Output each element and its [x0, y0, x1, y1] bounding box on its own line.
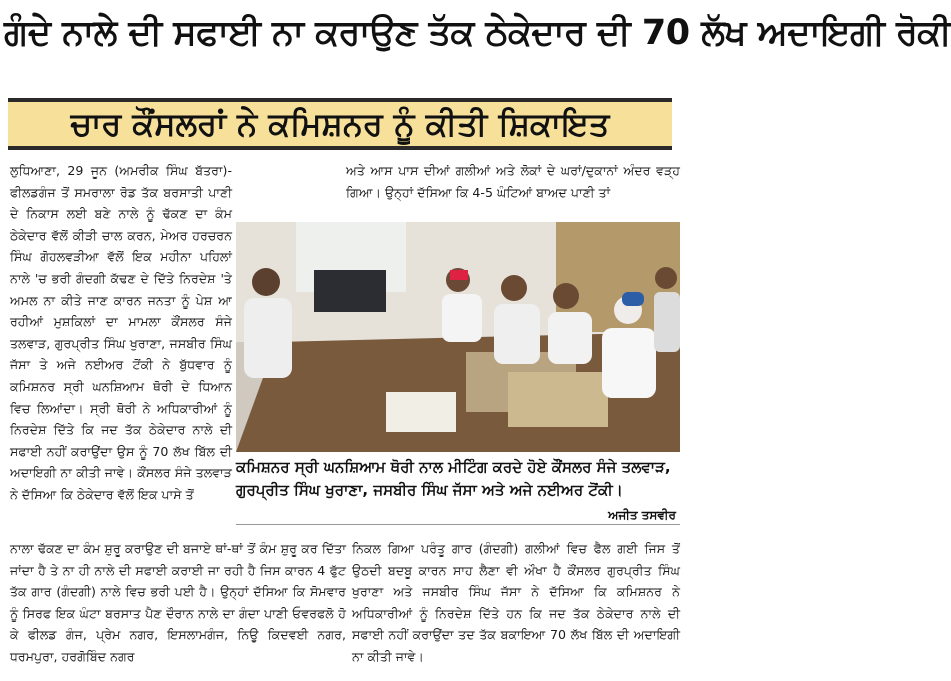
subheadline-banner [8, 98, 672, 150]
article-column-right-bottom [352, 538, 680, 668]
article-paragraph: ਲੁਧਿਆਣਾ, 29 ਜੂਨ (ਅਮਰੀਕ ਸਿੰਘ ਬੱਤਰਾ)-ਫੀਲਡਗੰਜ ਤੋਂ ਸਮਰਾਲਾ ਰੋਡ ਤੱਕ ਬਰਸਾਤੀ ਪਾਣੀ ਦੇ ਨਿਕਾਸ ਲਈ ਬਣੇ ਨਾਲੇ ਨੂੰ ਢੱਕਣ ਦਾ ਕੰਮ ਠੇਕੇਦਾਰ ਵੱਲੋਂ ਕੀੜੀ ਚਾਲ ਕਰਨ, ਮੇਅਰ ਹਰਚਰਨ ਸਿੰਘ ਗੋਹਲਵੜੀਆ ਵੱਲੋਂ ਇਕ ਮਹੀਨਾ ਪਹਿਲਾਂ ਨਾਲੇ 'ਚ ਭਰੀ ਗੰਦਗੀ ਕੱਢਣ ਦੇ ਦਿੱਤੇ ਨਿਰਦੇਸ਼ 'ਤੇ ਅਮਲ ਨਾ ਕੀਤੇ ਜਾਣ ਕਾਰਨ ਜਨਤਾ ਨੂੰ ਪੇਸ਼ ਆ ਰਹੀਆਂ ਮੁਸ਼ਕਿਲਾਂ ਦਾ ਮਾਮਲਾ ਕੌਂਸਲਰ ਸੰਜੇ ਤਲਵਾੜ, ਗੁਰਪ੍ਰੀਤ ਸਿੰਘ ਖੁਰਾਣਾ, ਜਸਬੀਰ ਸਿੰਘ ਜੱਸਾ ਤੇ ਅਜੇ ਨਈਅਰ ਟੋਂਕੀ ਨੇ ਬੁੱਧਵਾਰ ਨੂੰ ਕਮਿਸ਼ਨਰ ਸ੍ਰੀ ਘਨਸ਼ਿਆਮ ਥੋਰੀ ਦੇ ਧਿਆਨ ਵਿਚ ਲਿਆਂਦਾ। ਸ੍ਰੀ ਥੋਰੀ ਨੇ ਅਧਿਕਾਰੀਆਂ ਨੂੰ ਨਿਰਦੇਸ਼ ਦਿੱਤੇ ਕਿ ਜਦ ਤੱਕ ਠੇਕੇਦਾਰ ਨਾਲੇ ਦੀ ਸਫਾਈ ਨਹੀਂ ਕਰਾਉਂਦਾ ਉਸ ਨੂੰ 70 ਲੱਖ ਬਿੱਲ ਦੀ ਅਦਾਇਗੀ ਨਾ ਕੀਤੀ ਜਾਵੇ। ਕੌਂਸਲਰ ਸੰਜੇ ਤਲਵਾੜ ਨੇ ਦੱਸਿਆ ਕਿ ਠੇਕੇਦਾਰ ਵੱਲੋਂ ਇਕ ਪਾਸੇ ਤੋਂ [10, 163, 232, 502]
photo-credit: ਅਜੀਤ ਤਸਵੀਰ [608, 508, 676, 522]
article-paragraph: ਨਿਕਲ ਗਿਆ ਪਰੰਤੂ ਗਾਰ (ਗੰਦਗੀ) ਗਲੀਆਂ ਵਿਚ ਫੈਲ ਗਈ ਜਿਸ ਤੋਂ ਉਠਦੀ ਬਦਬੂ ਕਾਰਨ ਸਾਹ ਲੈਣਾ ਵੀ ਔਖਾ ਹੈ ਕੌਂਸਲਰ ਗੁਰਪ੍ਰੀਤ ਸਿੰਘ ਖੁਰਾਣਾ ਅਤੇ ਜਸਬੀਰ ਸਿੰਘ ਜੱਸਾ ਨੇ ਦੱਸਿਆ ਕਿ ਕਮਿਸ਼ਨਰ ਨੇ ਅਧਿਕਾਰੀਆਂ ਨੂੰ ਨਿਰਦੇਸ਼ ਦਿੱਤੇ ਹਨ ਕਿ ਜਦ ਤੱਕ ਠੇਕੇਦਾਰ ਨਾਲੇ ਦੀ ਸਫਾਈ ਨਹੀਂ ਕਰਾਉਂਦਾ ਤਦ ਤੱਕ ਬਕਾਇਆ 70 ਲੱਖ ਬਿੱਲ ਦੀ ਅਦਾਇਗੀ ਨਾ ਕੀਤੀ ਜਾਵੇ। [352, 541, 680, 664]
article-column-left-bottom [10, 538, 346, 668]
meeting-photo [236, 222, 680, 452]
caption-divider [236, 524, 680, 525]
subheadline: ਚਾਰ ਕੌਂਸਲਰਾਂ ਨੇ ਕਮਿਸ਼ਨਰ ਨੂੰ ਕੀਤੀ ਸ਼ਿਕਾਇਤ [70, 105, 610, 143]
article-paragraph: ਨਾਲਾ ਢੱਕਣ ਦਾ ਕੰਮ ਸ਼ੁਰੂ ਕਰਾਉਣ ਦੀ ਬਜਾਏ ਥਾਂ-ਥਾਂ ਤੋਂ ਕੰਮ ਸ਼ੁਰੂ ਕਰ ਦਿੱਤਾ ਜਾਂਦਾ ਹੈ ਤੇ ਨਾ ਹੀ ਨਾਲੇ ਦੀ ਸਫਾਈ ਕਰਾਈ ਜਾ ਰਹੀ ਹੈ ਜਿਸ ਕਾਰਨ 4 ਫੁੱਟ ਤੱਕ ਗਾਰ (ਗੰਦਗੀ) ਨਾਲੇ ਵਿਚ ਭਰੀ ਪਈ ਹੈ। ਉਨ੍ਹਾਂ ਦੱਸਿਆ ਕਿ ਸੋਮਵਾਰ ਨੂੰ ਸਿਰਫ ਇਕ ਘੰਟਾ ਬਰਸਾਤ ਪੈਣ ਦੌਰਾਨ ਨਾਲੇ ਦਾ ਗੰਦਾ ਪਾਣੀ ਓਵਰਫਲੋ ਹੋ ਕੇ ਫੀਲਡ ਗੰਜ, ਪ੍ਰੇਮ ਨਗਰ, ਇਸਲਾਮਗੰਜ, ਨਿਊ ਕਿਦਵਈ ਨਗਰ, ਧਰਮਪੁਰਾ, ਹਰਗੋਬਿੰਦ ਨਗਰ [10, 541, 346, 664]
article-column-left-top [10, 160, 232, 506]
photo-caption: ਕਮਿਸ਼ਨਰ ਸ੍ਰੀ ਘਨਸ਼ਿਆਮ ਥੋਰੀ ਨਾਲ ਮੀਟਿੰਗ ਕਰਦੇ ਹੋਏ ਕੌਂਸਲਰ ਸੰਜੇ ਤਲਵਾੜ, ਗੁਰਪ੍ਰੀਤ ਸਿੰਘ ਖੁਰਾਣਾ, ਜਸਬੀਰ ਸਿੰਘ ਜੱਸਾ ਅਤੇ ਅਜੇ ਨਈਅਰ ਟੋਂਕੀ। [236, 458, 671, 499]
headline: ਗੰਦੇ ਨਾਲੇ ਦੀ ਸਫਾਈ ਨਾ ਕਰਾਉਣ ਤੱਕ ਠੇਕੇਦਾਰ ਦੀ 70 ਲੱਖ ਅਦਾਇਗੀ ਰੋਕੀ [4, 13, 951, 53]
article-paragraph: ਅਤੇ ਆਸ ਪਾਸ ਦੀਆਂ ਗਲੀਆਂ ਅਤੇ ਲੋਕਾਂ ਦੇ ਘਰਾਂ/ਦੁਕਾਨਾਂ ਅੰਦਰ ਵੜ੍ਹ ਗਿਆ। ਉਨ੍ਹਾਂ ਦੱਸਿਆ ਕਿ 4-5 ਘੰਟਿਆਂ ਬਾਅਦ ਪਾਣੀ ਤਾਂ [346, 163, 680, 200]
meeting-photo-illustration [236, 222, 680, 452]
article-column-right-top [346, 160, 680, 203]
